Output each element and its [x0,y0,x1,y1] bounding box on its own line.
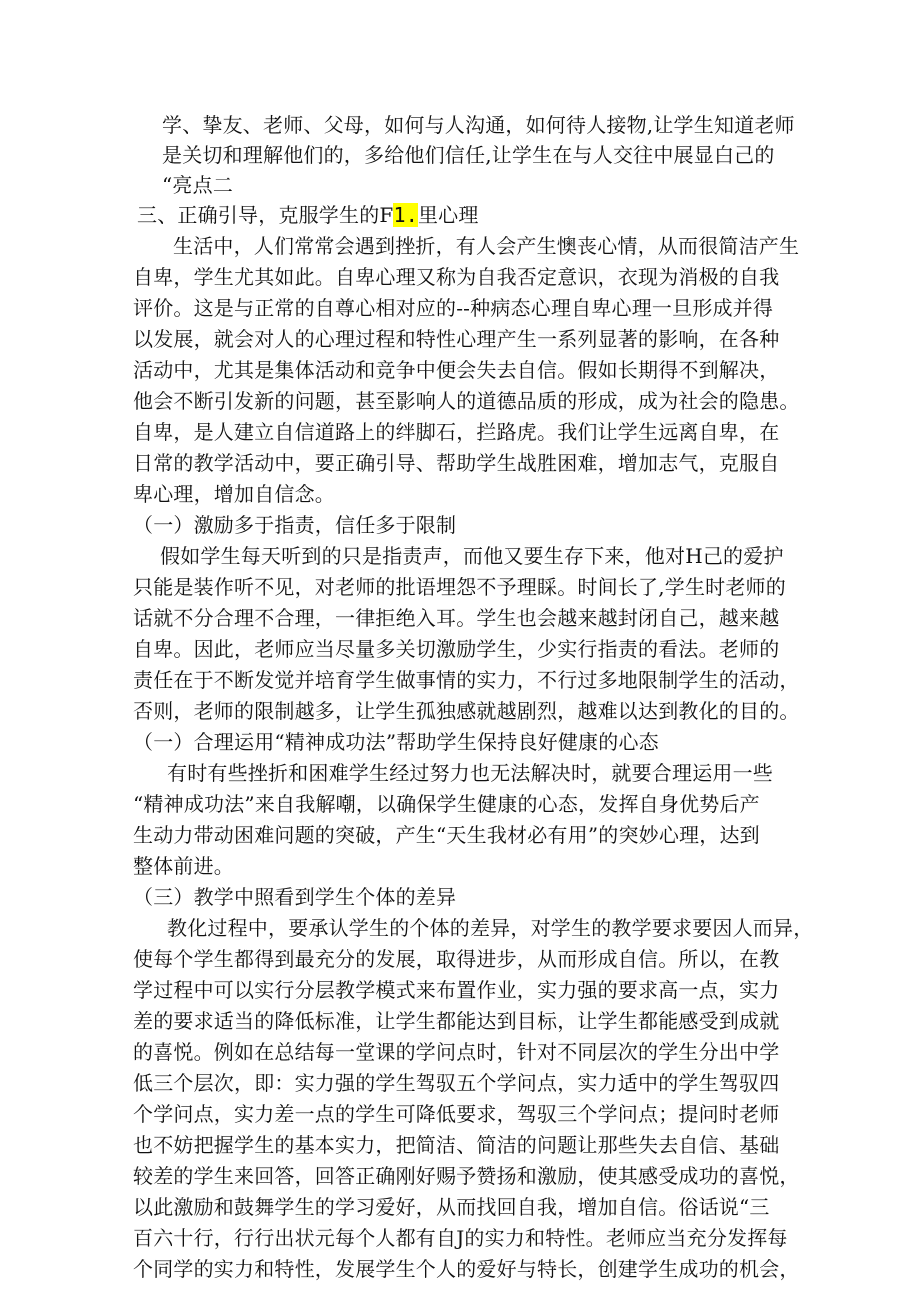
section-heading-prefix: 三、正确引导，克服学生的F [137,203,394,227]
paragraph-line: 使每个学生都得到最充分的发展，取得进步，从而形成自信。所以，在教 [133,947,780,971]
intro-line: 是关切和理解他们的，多给他们信任,让学生在与人交往中展显白己的 [162,143,775,167]
paragraph-line: 只能是装作听不见，对老师的批语埋怨不予理睬。时间长了,学生时老师的 [133,575,786,599]
paragraph-line: 生动力带动困难问题的突破，产生“天生我材必有用”的突妙心理，达到 [133,823,760,847]
paragraph-line: 活动中，尤其是集体活动和竞争中便会失去自信。假如长期得不到解决， [133,358,780,382]
intro-line: 学、挚友、老师、父母，如何与人沟通，如何待人接物,让学生知道老师 [162,113,795,137]
paragraph-line: 个同学的实力和特性，发展学生个人的爱好与特长，创建学生成功的机会， [133,1257,800,1281]
paragraph-line: “精神成功法”来自我解嘲，以确保学生健康的心态，发挥自身优势后产 [133,792,760,816]
paragraph-line: 的喜悦。例如在总结每一堂课的学问点时，针对不同层次的学生分出中学 [133,1040,780,1064]
paragraph-line: 百六十行，行行出状元每个人都有自J的实力和特性。老师应当充分发挥每 [133,1226,788,1250]
paragraph-line: 教化过程中，要承认学生的个体的差异，对学生的教学要求要因人而异， [167,916,814,940]
paragraph-line: 否则，老师的限制越多，让学生孤独感就越剧烈，越难以达到教化的目的。 [133,699,800,723]
paragraph-line: 差的要求适当的降低标准，让学生都能达到目标，让学生都能感受到成就 [133,1009,780,1033]
paragraph-line: 低三个层次，即：实力强的学生驾驭五个学问点，实力适中的学生驾驭四 [133,1071,780,1095]
paragraph-line: 假如学生每天听到的只是指责声，而他又要生存下来，他对H己的爱护 [160,544,784,568]
paragraph-line: 较差的学生来回答，回答正确刚好赐予赞扬和激励，使其感受成功的喜悦， [133,1164,800,1188]
subsection-heading: （一）合理运用“精神成功法”帮助学生保持良好健康的心态 [133,730,659,754]
paragraph-line: 自卑，是人建立自信道路上的绊脚石，拦路虎。我们让学生远离自卑，在 [133,420,780,444]
paragraph-line: 整体前进。 [133,854,234,878]
paragraph-line: 以此激励和鼓舞学生的学习爱好，从而找回自我，增加自信。俗话说“三 [133,1195,770,1219]
subsection-heading: （一）激励多于指责，信任多于限制 [133,513,457,537]
paragraph-line: 生活中，人们常常会遇到挫折，有人会产生懊丧心情，从而很简洁产生 [173,234,800,258]
subsection-heading: （三）教学中照看到学生个体的差异 [133,885,457,909]
paragraph-line: 也不妨把握学生的基本实力，把简洁、简洁的问题让那些失去自信、基础 [133,1133,780,1157]
paragraph-line: 话就不分合理不合理，一律拒绝入耳。学生也会越来越封闭自己，越来越 [133,606,780,630]
paragraph-line: 评价。这是与正常的自尊心相对应的--种病态心理自卑心理一旦形成并得 [133,296,774,320]
paragraph-line: 学过程中可以实行分层教学模式来布置作业，实力强的要求高一点，实力 [133,978,780,1002]
intro-line: “亮点二 [162,173,234,197]
paragraph-line: 他会不断引发新的问题，甚至影响人的道德品质的形成，成为社会的隐患。 [133,389,800,413]
section-heading [137,200,479,230]
section-heading-suffix: 里心理 [417,203,479,227]
paragraph-line: 日常的教学活动中，要正确引导、帮助学生战胜困难，增加志气，克服自 [133,451,780,475]
paragraph-line: 以发展，就会对人的心理过程和特性心理产生一系列显著的影响，在各种 [133,327,780,351]
highlighted-text: 1. [393,203,418,227]
paragraph-line: 卑心理，增加自信念。 [133,482,335,506]
paragraph-line: 个学问点，实力差一点的学生可降低要求，驾驭三个学问点；提问时老师 [133,1102,780,1126]
paragraph-line: 有时有些挫折和困难学生经过努力也无法解决时，就要合理运用一些 [167,761,773,785]
paragraph-line: 自卑，学生尤其如此。自卑心理又称为自我否定意识，衣现为消极的自我 [133,265,780,289]
paragraph-line: 自卑。因此，老师应当尽量多关切激励学生，少实行指责的看法。老师的 [133,637,780,661]
paragraph-line: 责任在于不断发觉并培育学生做事情的实力，不行过多地限制学生的活动， [133,668,800,692]
